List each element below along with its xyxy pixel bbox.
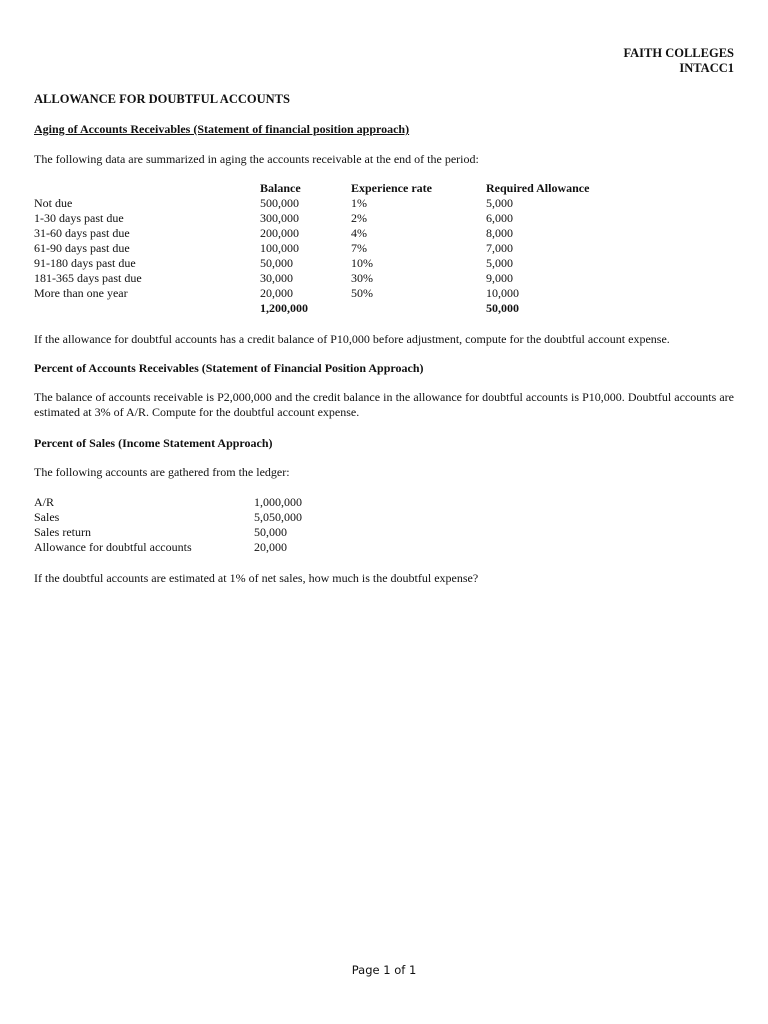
balance-cell: 500,000 [260, 196, 299, 210]
column-header-balance: Balance [260, 181, 301, 195]
balance-cell: 300,000 [260, 211, 299, 225]
list-item [34, 510, 634, 525]
aging-table-header [34, 181, 634, 196]
table-row [34, 211, 634, 226]
aging-question: If the allowance for doubtful accounts has a credit balance of P10,000 before adjustment, compute for the doubtful account expense. [34, 332, 670, 346]
rate-cell: 10% [351, 256, 373, 270]
list-item [34, 525, 634, 540]
aging-intro: The following data are summarized in aging the accounts receivable at the end of the period: [34, 152, 479, 166]
aging-category: Not due [34, 196, 73, 210]
total-allowance: 50,000 [486, 301, 519, 315]
balance-cell: 100,000 [260, 241, 299, 255]
allowance-cell: 7,000 [486, 241, 513, 255]
rate-cell: 30% [351, 271, 373, 285]
ledger-amount: 20,000 [254, 540, 287, 554]
table-row [34, 271, 634, 286]
rate-cell: 7% [351, 241, 367, 255]
allowance-cell: 10,000 [486, 286, 519, 300]
ledger-account: Allowance for doubtful accounts [34, 540, 192, 554]
percent-sales-intro: The following accounts are gathered from the ledger: [34, 465, 290, 479]
allowance-cell: 6,000 [486, 211, 513, 225]
percent-ar-heading: Percent of Accounts Receivables (Statement of Financial Position Approach) [34, 361, 424, 375]
table-row [34, 226, 634, 241]
aging-totals-row [34, 301, 634, 316]
allowance-cell: 9,000 [486, 271, 513, 285]
ledger-account: Sales [34, 510, 60, 524]
page-number: Page 1 of 1 [351, 963, 417, 977]
aging-category: 31-60 days past due [34, 226, 130, 240]
aging-category: 181-365 days past due [34, 271, 142, 285]
table-row [34, 286, 634, 301]
table-row [34, 196, 634, 211]
ledger-amount: 5,050,000 [254, 510, 302, 524]
allowance-cell: 5,000 [486, 256, 513, 270]
rate-cell: 1% [351, 196, 367, 210]
course-code: INTACC1 [679, 61, 734, 75]
table-row [34, 256, 634, 271]
document-header [623, 46, 734, 76]
column-header-experience-rate: Experience rate [351, 181, 432, 195]
aging-category: More than one year [34, 286, 128, 300]
list-item [34, 495, 634, 510]
column-header-required-allowance: Required Allowance [486, 181, 590, 195]
percent-sales-heading: Percent of Sales (Income Statement Approach) [34, 436, 273, 450]
balance-cell: 50,000 [260, 256, 293, 270]
aging-category: 91-180 days past due [34, 256, 136, 270]
allowance-cell: 5,000 [486, 196, 513, 210]
school-name: FAITH COLLEGES [623, 46, 734, 60]
rate-cell: 2% [351, 211, 367, 225]
ledger-account: Sales return [34, 525, 91, 539]
aging-category: 61-90 days past due [34, 241, 130, 255]
table-row [34, 241, 634, 256]
aging-category: 1-30 days past due [34, 211, 124, 225]
balance-cell: 30,000 [260, 271, 293, 285]
document-title: ALLOWANCE FOR DOUBTFUL ACCOUNTS [34, 92, 290, 106]
total-balance: 1,200,000 [260, 301, 308, 315]
ledger-amount: 1,000,000 [254, 495, 302, 509]
rate-cell: 50% [351, 286, 373, 300]
percent-ar-text: The balance of accounts receivable is P2,000,000 and the credit balance in the allowance for doubtful accounts is P10,000. Doubtful accounts are estimated at 3% of A/R. Compute for the doubtful account expense. [34, 390, 734, 419]
allowance-cell: 8,000 [486, 226, 513, 240]
balance-cell: 200,000 [260, 226, 299, 240]
percent-sales-question: If the doubtful accounts are estimated at 1% of net sales, how much is the doubtful expense? [34, 571, 479, 585]
ledger-amount: 50,000 [254, 525, 287, 539]
aging-heading: Aging of Accounts Receivables (Statement of financial position approach) [34, 122, 410, 136]
list-item [34, 540, 634, 555]
balance-cell: 20,000 [260, 286, 293, 300]
rate-cell: 4% [351, 226, 367, 240]
ledger-account: A/R [34, 495, 55, 509]
